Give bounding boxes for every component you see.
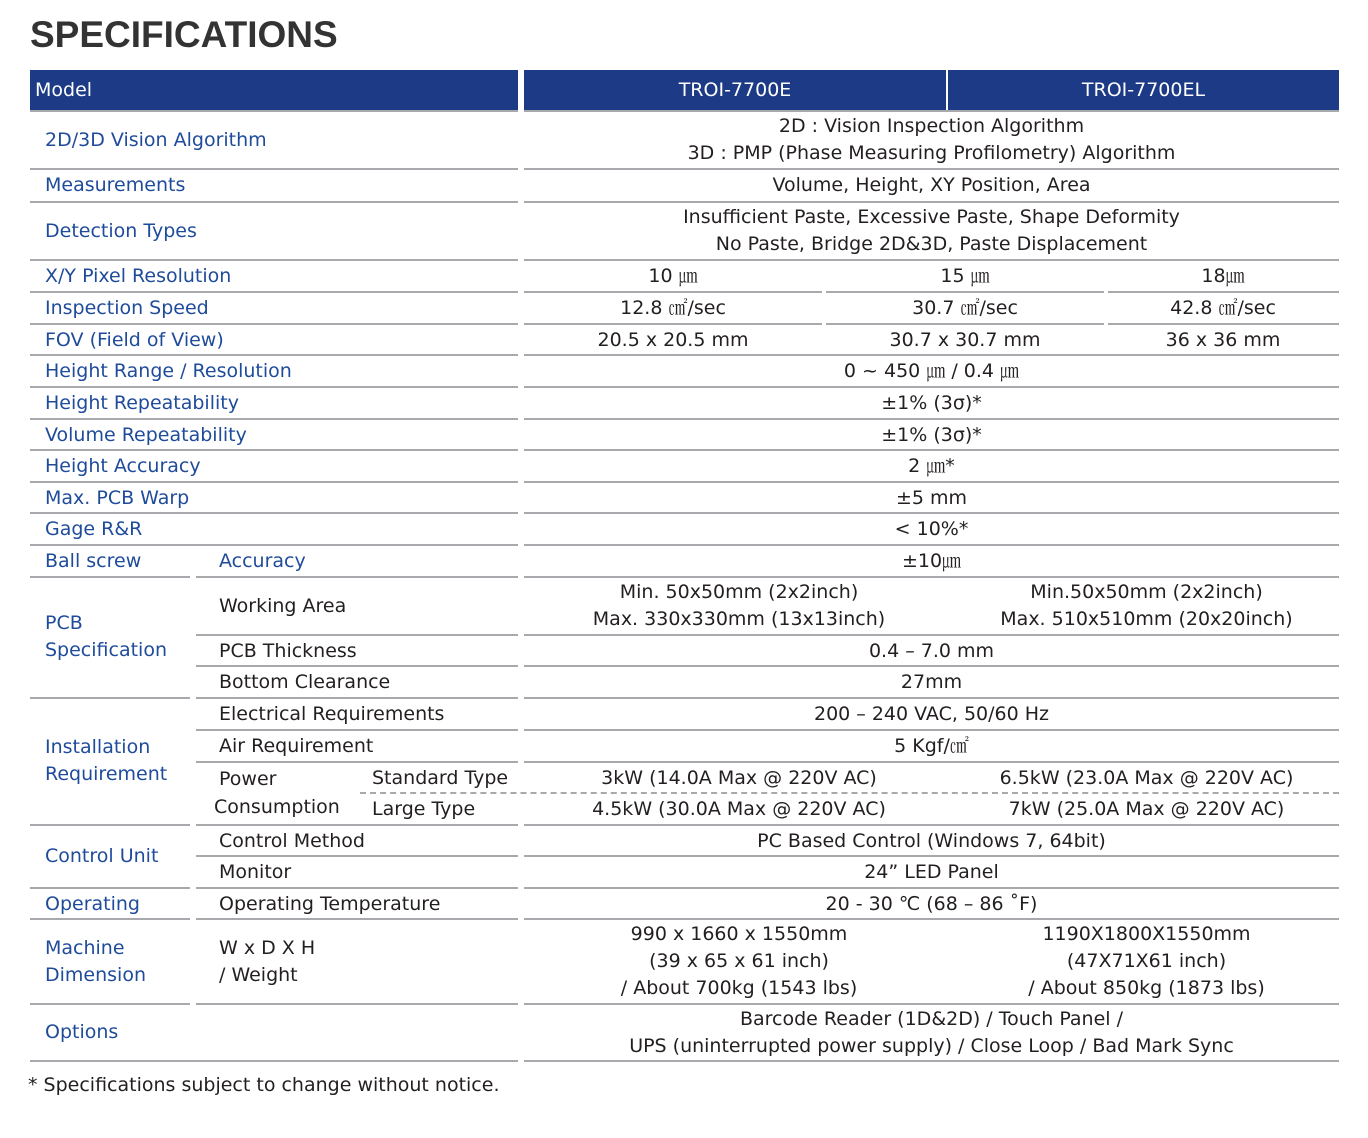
label-height-accuracy: Height Accuracy [45, 454, 201, 477]
divider [30, 1003, 190, 1005]
page-title: SPECIFICATIONS [30, 14, 338, 55]
label-gage-rr: Gage R&R [45, 517, 143, 540]
header-troi-7700e: TROI-7700E [524, 70, 946, 110]
value-pixel-resolution-3: 18㎛ [1201, 264, 1245, 287]
detection-line-1: Insufficient Paste, Excessive Paste, Shape Deformity [683, 206, 1180, 228]
value-power-standard-e: 3kW (14.0A Max @ 220V AC) [601, 766, 877, 789]
working-area-e-line-2: Max. 330x330mm (13x13inch) [592, 608, 886, 630]
header-model: Model [30, 70, 518, 110]
divider [30, 1060, 518, 1062]
divider [30, 201, 518, 203]
dimension-e-line-1: 990 x 1660 x 1550mm [630, 923, 848, 945]
divider [826, 323, 1104, 325]
sublabel-control-method: Control Method [219, 829, 365, 852]
power-line-1: Power [219, 768, 277, 790]
divider [524, 824, 1339, 826]
sublabel-standard-type: Standard Type [372, 766, 509, 789]
dimension-el-line-3: / About 850kg (1873 lbs) [1028, 977, 1265, 999]
divider [524, 418, 1339, 420]
value-inspection-speed-1: 12.8 ㎠/sec [620, 296, 726, 319]
value-inspection-speed-2: 30.7 ㎠/sec [912, 296, 1018, 319]
value-electrical-requirements: 200 – 240 VAC, 50/60 Hz [814, 702, 1049, 725]
divider [30, 418, 518, 420]
divider [196, 824, 518, 826]
divider [524, 481, 1339, 483]
sublabel-power-consumption [214, 763, 340, 823]
divider [524, 201, 1339, 203]
wdh-line-1: W x D X H [219, 936, 316, 959]
divider [30, 323, 518, 325]
dashed-divider [360, 792, 1339, 794]
value-fov-3: 36 x 36 mm [1165, 328, 1281, 351]
divider [30, 824, 190, 826]
value-height-range: 0 ~ 450 ㎛ / 0.4 ㎛ [843, 359, 1020, 382]
divider [524, 323, 822, 325]
divider [826, 291, 1104, 293]
divider [196, 918, 518, 920]
divider [524, 259, 1339, 261]
sublabel-operating-temperature: Operating Temperature [219, 892, 441, 915]
wdh-line-2: / Weight [219, 963, 298, 986]
label-volume-repeatability: Volume Repeatability [45, 423, 247, 446]
value-power-large-el: 7kW (25.0A Max @ 220V AC) [1008, 797, 1285, 820]
label-fov: FOV (Field of View) [45, 328, 224, 351]
label-ball-screw: Ball screw [45, 549, 142, 572]
value-ball-screw-accuracy: ±10㎛ [901, 549, 962, 572]
sublabel-working-area: Working Area [219, 594, 347, 617]
divider [196, 697, 518, 699]
value-fov-2: 30.7 x 30.7 mm [889, 328, 1041, 351]
sublabel-wdh-weight [219, 920, 315, 1003]
label-detection-types: Detection Types [45, 219, 197, 242]
divider [30, 386, 518, 388]
value-dimension-e [524, 920, 954, 1003]
detection-line-2: No Paste, Bridge 2D&3D, Paste Displacement [715, 233, 1148, 255]
divider [524, 697, 1339, 699]
value-measurements: Volume, Height, XY Position, Area [772, 174, 1091, 196]
value-working-area-el [954, 578, 1339, 634]
vision-line-2d: 2D : Vision Inspection Algorithm [778, 115, 1085, 137]
install-label-line-2: Requirement [45, 763, 168, 785]
label-control-unit: Control Unit [45, 844, 159, 867]
value-pixel-resolution-2: 15 ㎛ [940, 264, 990, 287]
sublabel-large-type: Large Type [372, 797, 476, 820]
working-area-e-line-1: Min. 50x50mm (2x2inch) [619, 581, 859, 603]
label-machine-dimension [45, 920, 146, 1003]
divider [30, 544, 518, 546]
options-line-1: Barcode Reader (1D&2D) / Touch Panel / [739, 1007, 1124, 1030]
divider [524, 544, 1339, 546]
value-max-pcb-warp: ±5 mm [895, 486, 968, 509]
divider [524, 386, 1339, 388]
label-inspection-speed: Inspection Speed [45, 296, 209, 319]
label-installation-requirement [45, 699, 167, 823]
value-options [524, 1005, 1339, 1060]
value-inspection-speed-3: 42.8 ㎠/sec [1170, 296, 1276, 319]
dimension-e-line-3: / About 700kg (1543 lbs) [620, 977, 858, 999]
divider [30, 291, 518, 293]
value-operating-temperature: 20 - 30 ℃ (68 – 86 ˚F) [825, 892, 1038, 915]
divider [196, 1003, 518, 1005]
options-line-2: UPS (uninterrupted power supply) / Close Loop / Bad Mark Sync [629, 1034, 1234, 1057]
sublabel-ball-screw-accuracy: Accuracy [219, 549, 306, 572]
divider [524, 449, 1339, 451]
divider [524, 576, 1339, 578]
label-pcb-specification [45, 578, 167, 696]
value-pcb-thickness: 0.4 – 7.0 mm [868, 639, 995, 662]
divider [1108, 323, 1339, 325]
divider [524, 729, 1339, 731]
divider [196, 665, 518, 667]
dimension-el-line-1: 1190X1800X1550mm [1042, 923, 1251, 945]
value-height-repeatability: ±1% (3σ)* [881, 391, 982, 414]
label-height-repeatability: Height Repeatability [45, 391, 239, 414]
install-label-line-1: Installation [45, 736, 151, 758]
value-detection-types [524, 203, 1339, 259]
divider [30, 918, 190, 920]
value-power-large-e: 4.5kW (30.0A Max @ 220V AC) [592, 797, 886, 820]
divider [196, 729, 518, 731]
pcb-label-line-1: PCB [45, 612, 83, 634]
divider [30, 110, 518, 112]
divider [30, 354, 518, 356]
divider [524, 512, 1339, 514]
divider [196, 761, 518, 763]
divider [196, 887, 518, 889]
divider [524, 855, 1339, 857]
value-pixel-resolution-1: 10 ㎛ [648, 264, 698, 287]
sublabel-bottom-clearance: Bottom Clearance [219, 670, 391, 693]
value-dimension-el [954, 920, 1339, 1003]
divider [30, 449, 518, 451]
sublabel-electrical-requirements: Electrical Requirements [219, 702, 445, 725]
dimension-e-line-2: (39 x 65 x 61 inch) [649, 950, 829, 972]
divider [524, 665, 1339, 667]
value-air-requirement: 5 Kgf/㎠ [894, 734, 969, 757]
divider [1108, 291, 1339, 293]
power-line-2: Consumption [214, 796, 340, 818]
value-working-area-e [524, 578, 954, 634]
divider [524, 1060, 1339, 1062]
divider [30, 259, 518, 261]
divider [30, 512, 518, 514]
divider [524, 918, 1339, 920]
value-vision-algorithm [524, 112, 1339, 168]
footnote: * Specifications subject to change without notice. [28, 1074, 500, 1096]
label-operating: Operating [45, 892, 140, 915]
divider [196, 576, 518, 578]
value-volume-repeatability: ±1% (3σ)* [881, 423, 982, 446]
value-gage-rr: < 10%* [894, 517, 969, 540]
sublabel-air-requirement: Air Requirement [219, 734, 374, 757]
label-pixel-resolution: X/Y Pixel Resolution [45, 264, 232, 287]
sublabel-pcb-thickness: PCB Thickness [219, 639, 357, 662]
divider [524, 1003, 1339, 1005]
value-fov-1: 20.5 x 20.5 mm [597, 328, 749, 351]
value-power-standard-el: 6.5kW (23.0A Max @ 220V AC) [999, 766, 1294, 789]
dimension-label-line-2: Dimension [45, 963, 146, 986]
sublabel-monitor: Monitor [219, 860, 292, 883]
divider [196, 634, 518, 636]
label-measurements: Measurements [45, 174, 186, 196]
divider [524, 761, 1339, 763]
divider [30, 697, 190, 699]
divider [30, 168, 518, 170]
working-area-el-line-1: Min.50x50mm (2x2inch) [1030, 581, 1263, 603]
value-bottom-clearance: 27mm [900, 670, 963, 693]
divider [196, 855, 518, 857]
value-height-accuracy: 2 ㎛* [908, 454, 955, 477]
divider [524, 168, 1339, 170]
header-troi-7700el: TROI-7700EL [948, 70, 1339, 110]
divider [524, 887, 1339, 889]
label-max-pcb-warp: Max. PCB Warp [45, 486, 190, 509]
label-vision-algorithm: 2D/3D Vision Algorithm [45, 128, 267, 151]
dimension-el-line-2: (47X71X61 inch) [1066, 950, 1227, 972]
value-control-method: PC Based Control (Windows 7, 64bit) [757, 829, 1106, 852]
label-options: Options [45, 1021, 119, 1043]
divider [30, 576, 190, 578]
divider [30, 481, 518, 483]
divider [524, 291, 822, 293]
dimension-label-line-1: Machine [45, 936, 125, 959]
value-monitor: 24” LED Panel [864, 860, 999, 883]
divider [30, 887, 190, 889]
divider [524, 634, 1339, 636]
working-area-el-line-2: Max. 510x510mm (20x20inch) [1000, 608, 1293, 630]
vision-line-3d: 3D : PMP (Phase Measuring Profilometry) Algorithm [687, 142, 1176, 164]
pcb-label-line-2: Specification [45, 639, 167, 661]
divider [524, 110, 1339, 112]
divider [524, 354, 1339, 356]
label-height-range: Height Range / Resolution [45, 359, 292, 382]
